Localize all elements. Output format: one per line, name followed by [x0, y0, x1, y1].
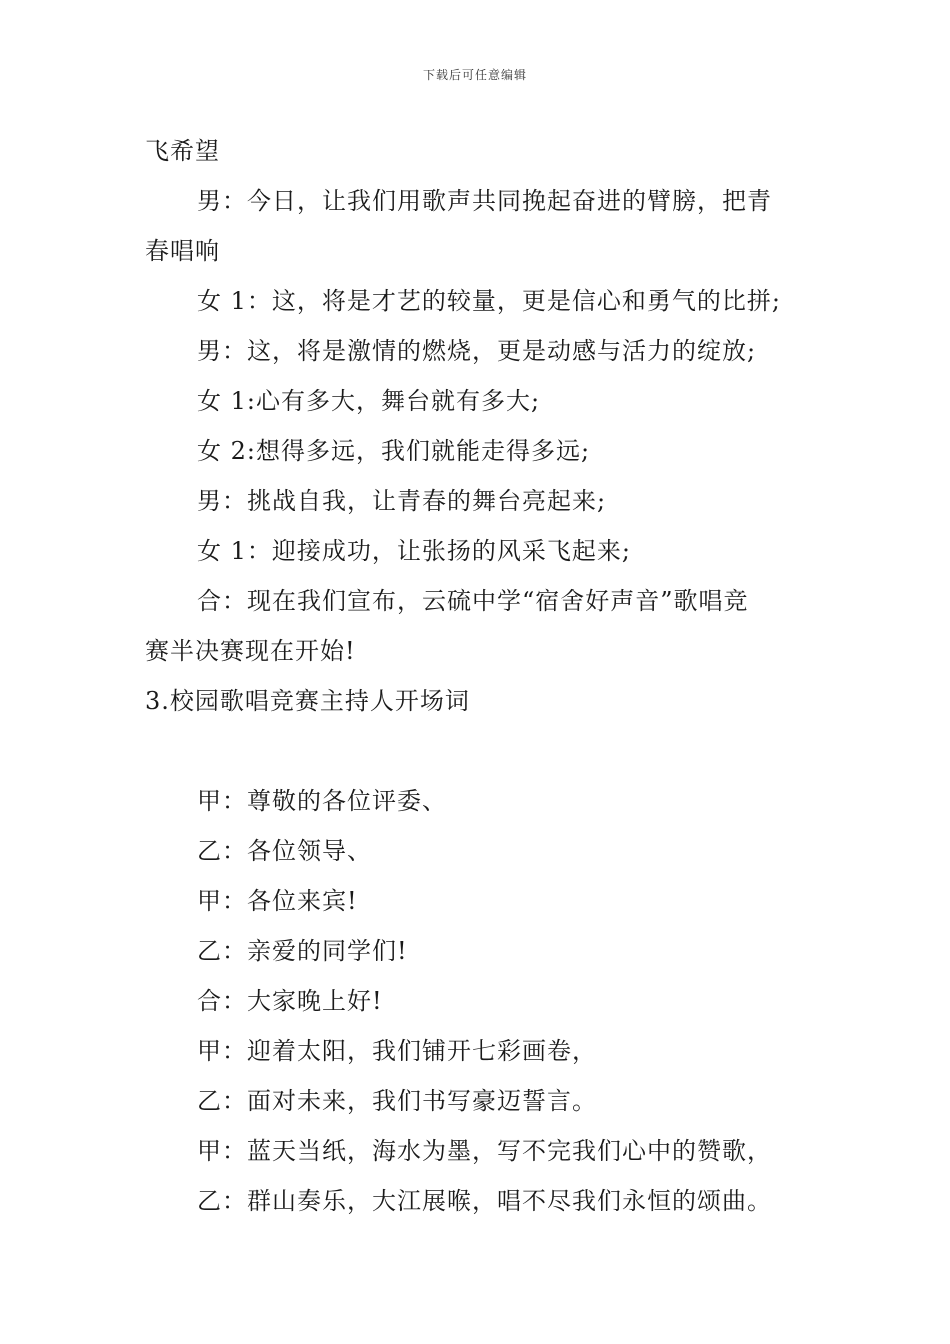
- text-line: 甲：迎着太阳，我们铺开七彩画卷，: [197, 1037, 597, 1065]
- text-line: 男：这，将是激情的燃烧，更是动感与活力的绽放;: [197, 337, 757, 365]
- blank-line: [145, 726, 810, 776]
- text-line: 合：大家晚上好!: [197, 987, 383, 1015]
- page-header: 下载后可任意编辑: [422, 68, 527, 82]
- document-body: [145, 126, 810, 1226]
- text-line: 男：挑战自我，让青春的舞台亮起来;: [197, 487, 607, 515]
- text-line: 乙：各位领导、: [197, 837, 372, 865]
- text-line: 乙：面对未来，我们书写豪迈誓言。: [197, 1087, 597, 1115]
- text-line: 合：现在我们宣布，云硫中学“宿舍好声音”歌唱竞: [197, 587, 749, 615]
- text-line: 女 1:心有多大，舞台就有多大;: [197, 387, 541, 415]
- text-line: 女 1：迎接成功，让张扬的风采飞起来;: [197, 537, 631, 565]
- text-line: 甲：尊敬的各位评委、: [197, 787, 447, 815]
- text-line: 乙：群山奏乐，大江展喉，唱不尽我们永恒的颂曲。: [197, 1187, 772, 1215]
- text-line: 飞希望: [145, 137, 220, 165]
- text-line: 甲：蓝天当纸，海水为墨，写不完我们心中的赞歌，: [197, 1137, 772, 1165]
- text-line: 春唱响: [145, 237, 220, 265]
- text-line: 男：今日，让我们用歌声共同挽起奋进的臂膀，把青: [197, 187, 772, 215]
- text-line: 甲：各位来宾!: [197, 887, 358, 915]
- text-line: 女 1：这，将是才艺的较量，更是信心和勇气的比拼;: [197, 287, 781, 315]
- text-line: 女 2:想得多远，我们就能走得多远;: [197, 437, 591, 465]
- text-line: 乙：亲爱的同学们!: [197, 937, 408, 965]
- section-heading: 3.校园歌唱竞赛主持人开场词: [145, 687, 470, 715]
- text-line: 赛半决赛现在开始!: [145, 637, 356, 665]
